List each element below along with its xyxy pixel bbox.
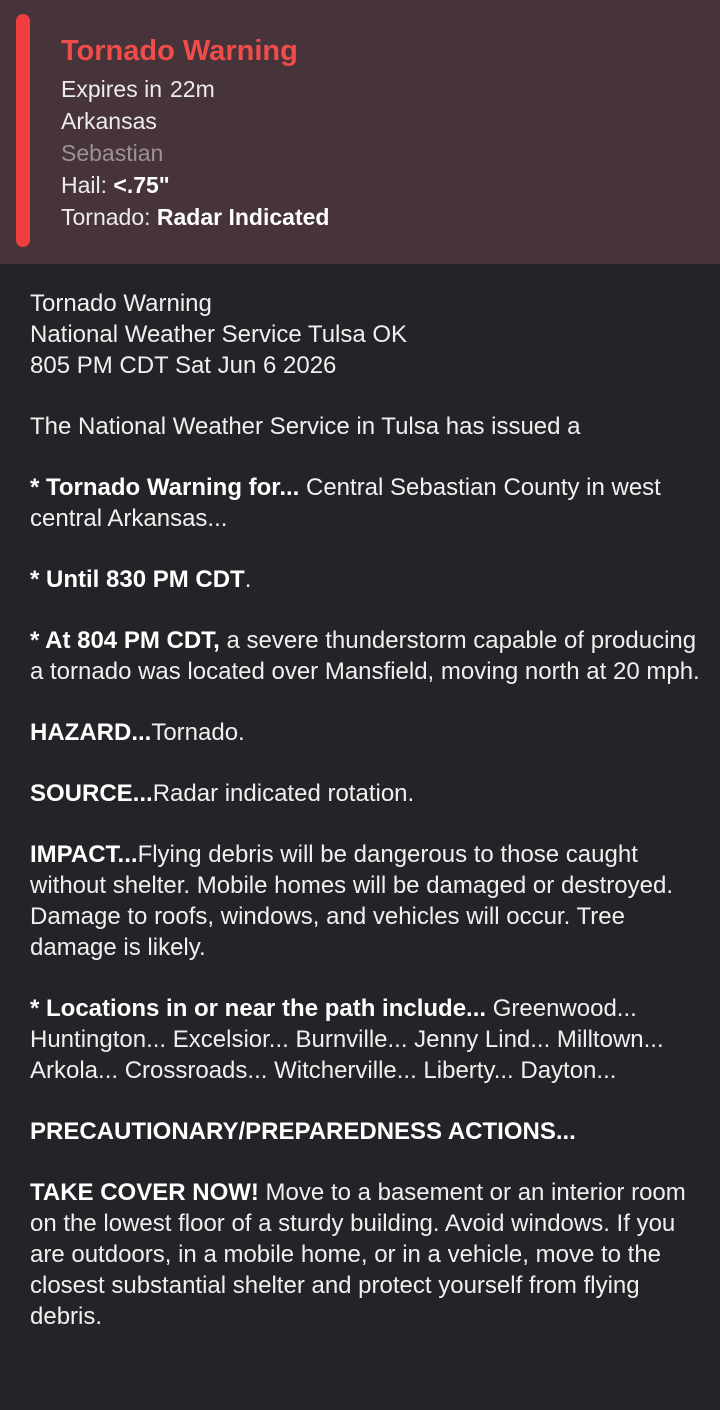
locations-paragraph [30,993,700,1086]
bulletin-issued-time: 805 PM CDT Sat Jun 6 2026 [30,352,337,379]
source-paragraph [30,778,700,809]
impact-paragraph [30,839,700,963]
alert-title: Tornado Warning [61,35,298,67]
until-text: . [244,566,252,593]
bulletin-heading [30,288,700,381]
hazard-paragraph [30,717,700,748]
impact-text: Flying debris will be dangerous to those caught without shelter. Mobile homes will be damaged or destroyed. Damage to roofs, windows, and vehicles will occur. Tree damage is likely. [30,841,674,961]
locations-label: * Locations in or near the path include... [30,995,487,1022]
bulletin-title: Tornado Warning [30,290,212,317]
warning-area-paragraph [30,472,700,534]
alert-summary [61,32,329,233]
take-cover-label: TAKE COVER NOW! [30,1179,259,1206]
hail-value: <.75" [113,172,170,198]
locations-text: Greenwood... Huntington... Excelsior... Burnville... Jenny Lind... Milltown... Arkola... Crossroads... Witcherville... Liberty... Dayton... [30,995,664,1084]
tornado-value: Radar Indicated [156,204,330,230]
expires-line [61,73,329,105]
hail-line [61,169,329,201]
source-label: SOURCE... [30,780,153,807]
bulletin-office: National Weather Service Tulsa OK [30,321,408,348]
bulletin-body [30,288,700,1362]
source-text: Radar indicated rotation. [152,780,415,807]
hazard-label: HAZARD... [30,719,152,746]
tornado-label: Tornado: [61,204,151,230]
hazard-text: Tornado. [151,719,245,746]
hail-label: Hail: [61,172,108,198]
severity-accent-bar [16,14,30,247]
alert-state: Arkansas [61,108,157,134]
until-label: * Until 830 PM CDT [30,566,245,593]
storm-time-label: * At 804 PM CDT, [30,627,220,654]
expires-label: Expires in [61,76,162,102]
alert-county: Sebastian [61,140,164,166]
storm-location-paragraph [30,625,700,687]
expires-value: 22m [169,76,215,102]
take-cover-paragraph [30,1177,700,1332]
precautions-label: PRECAUTIONARY/PREPAREDNESS ACTIONS... [30,1118,576,1145]
bulletin-intro: The National Weather Service in Tulsa has issued a [30,413,581,440]
alert-header[interactable] [0,0,720,264]
storm-location-text: a severe thunderstorm capable of producing a tornado was located over Mansfield, moving north at 20 mph. [30,627,700,685]
warning-area-text: Central Sebastian County in west central Arkansas... [30,474,661,532]
take-cover-text: Move to a basement or an interior room on the lowest floor of a sturdy building. Avoid windows. If you are outdoors, in a mobile home, or in a vehicle, move to the closest substantial shelter and protect yourself from flying debris. [30,1179,686,1330]
tornado-line [61,201,329,233]
until-paragraph [30,564,700,595]
precautions-heading [30,1116,700,1147]
impact-label: IMPACT... [30,841,138,868]
warning-area-label: * Tornado Warning for... [30,474,300,501]
